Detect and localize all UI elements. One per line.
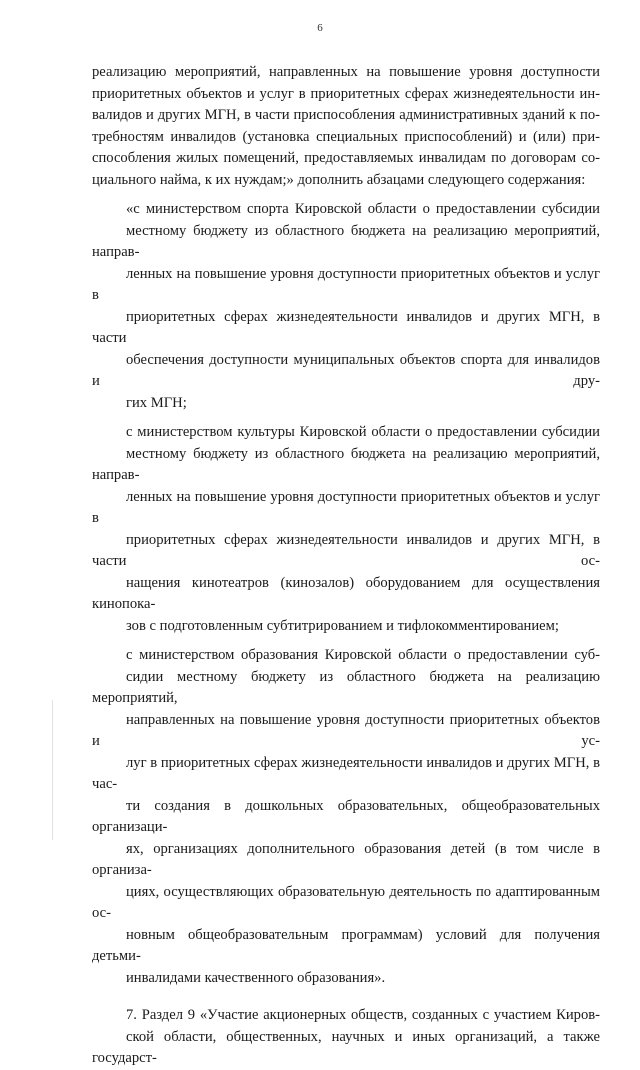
text-line: 7. Раздел 9 «Участие акционерных обществ, созданных с участием Киров- (126, 1007, 600, 1023)
text-line: циях, осуществляющих образовательную деятельность по адаптированным ос- (92, 883, 600, 921)
page-number: 6 (317, 22, 323, 34)
text-line: сидии местному бюджету из областного бюджета на реализацию мероприятий, (92, 668, 600, 706)
scan-edge-mark (52, 700, 53, 840)
text-line: местному бюджету из областного бюджета на реализацию мероприятий, направ- (92, 445, 600, 483)
text-line: реализацию мероприятий, направленных на повышение уровня доступности (92, 64, 600, 80)
text-line: валидов и других МГН, в части приспособления административных зданий к по- (92, 107, 600, 123)
paragraph-3 (92, 422, 600, 637)
text-line: направленных на повышение уровня доступности приоритетных объектов и ус- (92, 711, 600, 749)
text-line: инвалидами качественного образования». (126, 969, 386, 986)
document-body (92, 62, 600, 1070)
text-line: гих МГН; (126, 394, 187, 411)
text-line: ленных на повышение уровня доступности приоритетных объектов и услуг в (92, 488, 600, 526)
text-line: ской области, общественных, научных и иных организаций, а также государст- (92, 1028, 600, 1066)
text-line: ях, организациях дополнительного образования детей (в том числе в организа- (92, 840, 600, 878)
text-line: луг в приоритетных сферах жизнедеятельности инвалидов и других МГН, в час- (92, 754, 600, 792)
text-line: обеспечения доступности муниципальных объектов спорта для инвалидов и дру- (92, 351, 600, 389)
paragraph-5 (92, 1005, 600, 1070)
text-line: местному бюджету из областного бюджета на реализацию мероприятий, направ- (92, 222, 600, 260)
paragraph-1 (92, 62, 600, 191)
paragraph-4 (92, 645, 600, 989)
text-line: новным общеобразовательным программам) условий для получения детьми- (92, 926, 600, 964)
text-line: с министерством образования Кировской области о предоставлении суб- (126, 647, 600, 663)
text-line: нащения кинотеатров (кинозалов) оборудованием для осуществления кинопока- (92, 574, 600, 612)
text-line: ти создания в дошкольных образовательных, общеобразовательных организаци- (92, 797, 600, 835)
text-line: приоритетных объектов и услуг в приоритетных сферах жизнедеятельности ин- (92, 85, 600, 102)
text-line: зов с подготовленным субтитрированием и тифлокомментированием; (126, 617, 559, 634)
text-line: требностям инвалидов (установка специальных приспособлений) и (или) при- (92, 128, 600, 145)
text-line: ленных на повышение уровня доступности приоритетных объектов и услуг в (92, 265, 600, 303)
text-line: способления жилых помещений, предоставляемых инвалидам по договорам со- (92, 150, 600, 166)
text-line: циального найма, к их нуждам;» дополнить абзацами следующего содержания: (92, 171, 586, 188)
text-line: с министерством культуры Кировской области о предоставлении субсидии (126, 424, 600, 440)
text-line: приоритетных сферах жизнедеятельности инвалидов и других МГН, в части ос- (92, 531, 600, 569)
text-line: «с министерством спорта Кировской области о предоставлении субсидии (126, 201, 600, 217)
paragraph-2 (92, 199, 600, 414)
text-line: приоритетных сферах жизнедеятельности инвалидов и других МГН, в части (92, 308, 600, 346)
